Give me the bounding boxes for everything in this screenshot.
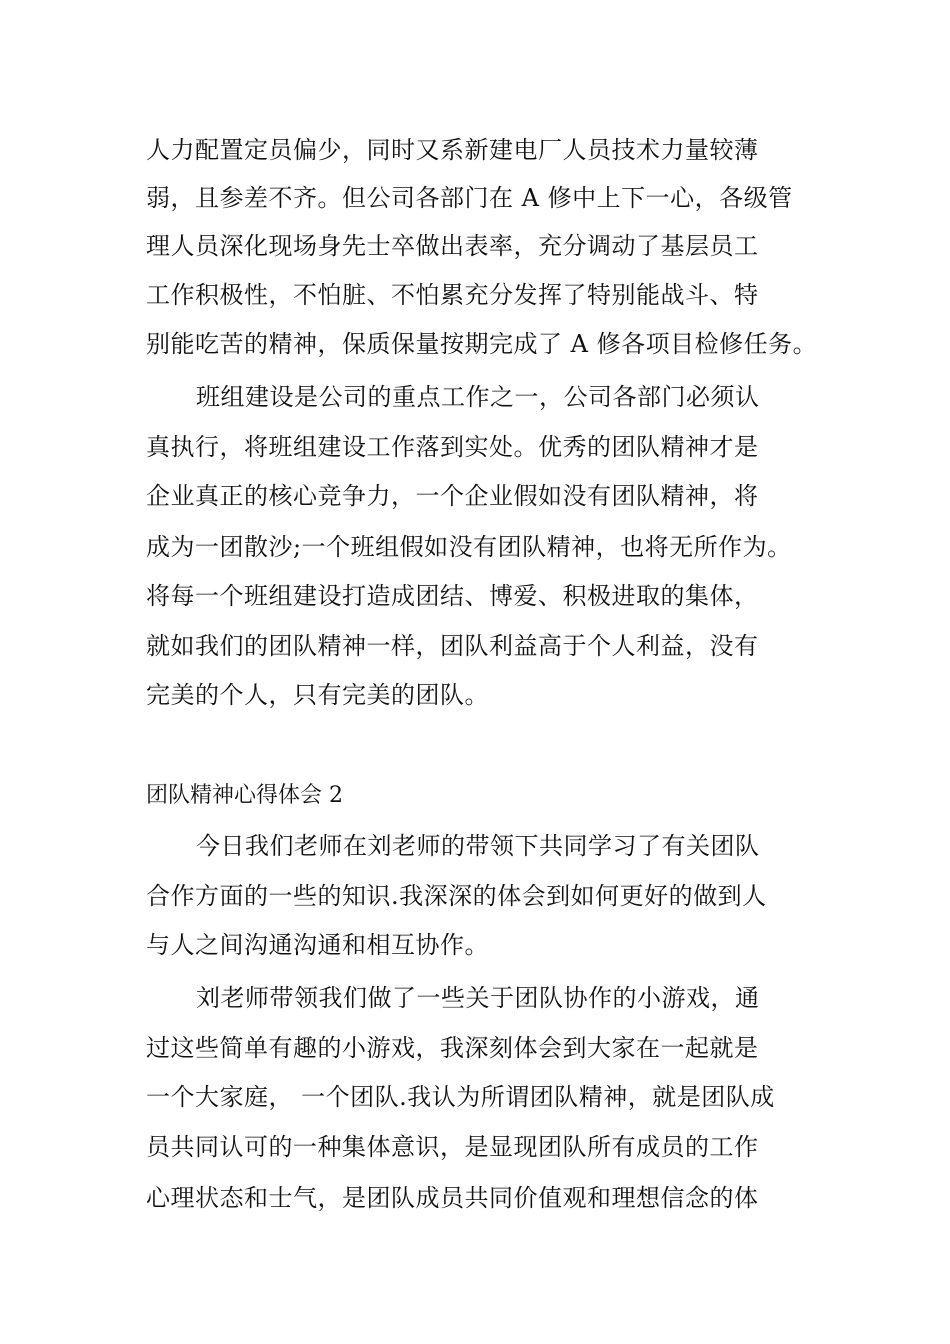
para1-line-3: 理人员深化现场身先士卒做出表率，充分调动了基层员工	[146, 232, 759, 260]
para3-line-1: 今日我们老师在刘老师的带领下共同学习了有关团队	[196, 832, 760, 860]
para4-line-3: 一个大家庭， 一个团队.我认为所谓团队精神，就是团队成	[146, 1083, 775, 1111]
para3-line-3: 与人之间沟通沟通和相互协作。	[146, 931, 489, 959]
para2-line-5: 将每一个班组建设打造成团结、博爱、积极进取的集体，	[146, 582, 759, 610]
para2-line-4: 成为一团散沙;一个班组假如没有团队精神，也将无所作为。	[146, 533, 792, 561]
para4-line-4: 员共同认可的一种集体意识，是显现团队所有成员的工作	[146, 1133, 759, 1161]
section-heading: 团队精神心得体会 2	[146, 783, 343, 808]
para2-line-7: 完美的个人，只有完美的团队。	[146, 681, 489, 709]
para2-line-6: 就如我们的团队精神一样，团队利益高于个人利益，没有	[146, 632, 759, 660]
para4-line-1: 刘老师带领我们做了一些关于团队协作的小游戏，通	[196, 984, 760, 1012]
para1-line-2: 弱，且参差不齐。但公司各部门在 A 修中上下一心，各级管	[146, 184, 793, 212]
para3-line-2: 合作方面的一些的知识.我深深的体会到如何更好的做到人	[146, 882, 767, 910]
para2-line-1: 班组建设是公司的重点工作之一，公司各部门必须认	[196, 383, 760, 411]
para2-line-3: 企业真正的核心竞争力，一个企业假如没有团队精神，将	[146, 482, 759, 510]
para2-line-2: 真执行，将班组建设工作落到实处。优秀的团队精神才是	[146, 433, 759, 461]
para1-line-4: 工作积极性，不怕脏、不怕累充分发挥了特别能战斗、特	[146, 281, 759, 309]
para4-line-5: 心理状态和士气，是团队成员共同价值观和理想信念的体	[146, 1184, 759, 1212]
para4-line-2: 过这些简单有趣的小游戏，我深刻体会到大家在一起就是	[146, 1034, 759, 1062]
para1-line-5: 别能吃苦的精神，保质保量按期完成了 A 修各项目检修任务。	[146, 330, 818, 358]
para1-line-1: 人力配置定员偏少，同时又系新建电厂人员技术力量较薄	[146, 136, 759, 164]
